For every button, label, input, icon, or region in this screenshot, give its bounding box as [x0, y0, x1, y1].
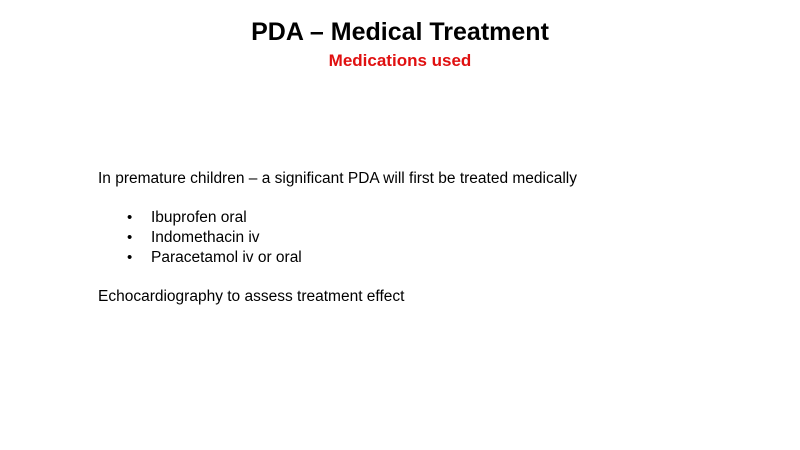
intro-text: In premature children – a significant PDA will first be treated medically	[98, 170, 577, 187]
list-item	[127, 228, 302, 248]
bullet-icon: •	[127, 229, 133, 246]
outro-text: Echocardiography to assess treatment effect	[98, 288, 405, 305]
medication-paracetamol: Paracetamol iv or oral	[151, 249, 302, 266]
medication-list	[127, 208, 302, 268]
bullet-icon: •	[127, 249, 133, 266]
bullet-icon: •	[127, 209, 133, 226]
medication-indomethacin: Indomethacin iv	[151, 229, 260, 246]
slide-subtitle: Medications used	[328, 51, 472, 70]
slide-title: PDA – Medical Treatment	[251, 18, 549, 46]
medication-ibuprofen: Ibuprofen oral	[151, 209, 247, 226]
list-item	[127, 248, 302, 268]
list-item	[127, 208, 302, 228]
